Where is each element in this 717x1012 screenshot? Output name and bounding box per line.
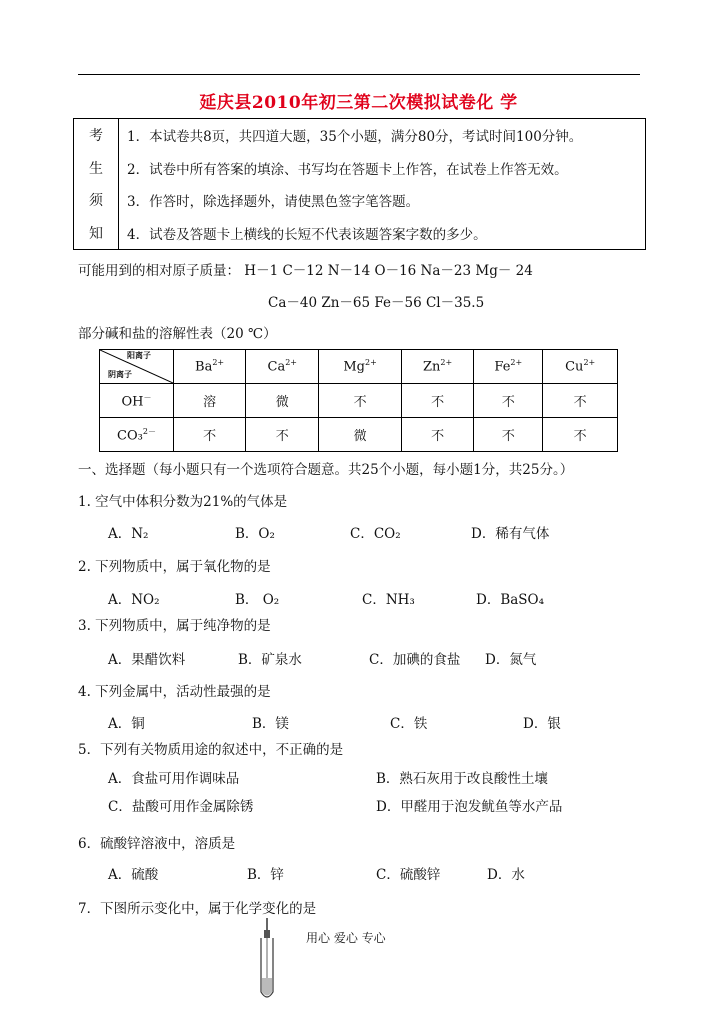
table-cell: 不 bbox=[246, 418, 319, 452]
top-rule bbox=[78, 74, 640, 75]
table-cell: 微 bbox=[246, 384, 319, 418]
test-tube-icon bbox=[255, 918, 279, 1002]
table-header-row bbox=[100, 350, 618, 384]
answer-option: C．硫酸锌 bbox=[376, 867, 441, 883]
answer-option: B．O₂ bbox=[235, 526, 275, 542]
notice-head-char: 生 bbox=[89, 160, 103, 177]
table-cell: 不 bbox=[319, 384, 402, 418]
atomic-mass-line-1: 可能用到的相对原子质量： H－1 C－12 N－14 O－16 Na－23 Mg－ 24 bbox=[78, 263, 533, 279]
atomic-mass-line-2: Ca－40 Zn－65 Fe－56 Cl－35.5 bbox=[268, 295, 485, 311]
notice-item: 3．作答时，除选择题外，请使黑色签字笔答题。 bbox=[127, 194, 420, 211]
answer-option: B．熟石灰用于改良酸性土壤 bbox=[376, 771, 548, 787]
question-stem: 1. 空气中体积分数为21%的气体是 bbox=[78, 494, 288, 510]
table-cell: 溶 bbox=[174, 384, 246, 418]
notice-head-char: 须 bbox=[89, 193, 103, 210]
answer-option: B．锌 bbox=[247, 867, 284, 883]
question-stem: 5．下列有关物质用途的叙述中，不正确的是 bbox=[78, 742, 344, 758]
corner-cation-label: 阳离子 bbox=[127, 350, 151, 360]
table-cell: 不 bbox=[174, 418, 246, 452]
candidate-notice-box bbox=[73, 118, 646, 250]
notice-head-char: 知 bbox=[89, 225, 103, 242]
table-cell: 不 bbox=[543, 384, 618, 418]
cation-header: $Cu^{2+}$ bbox=[543, 350, 618, 384]
answer-option: D．水 bbox=[487, 867, 525, 883]
answer-option: C．CO₂ bbox=[350, 526, 401, 542]
notice-head-char: 考 bbox=[89, 128, 103, 145]
table-corner-cell bbox=[100, 350, 174, 384]
answer-option: D．氮气 bbox=[485, 652, 537, 668]
table-cell: 微 bbox=[319, 418, 402, 452]
cation-header: $Ba^{2+}$ bbox=[174, 350, 246, 384]
answer-option: B．镁 bbox=[252, 716, 289, 732]
solubility-table bbox=[99, 349, 618, 452]
table-cell: 不 bbox=[401, 418, 473, 452]
answer-option: D．稀有气体 bbox=[471, 526, 550, 542]
notice-item: 4．试卷及答题卡上横线的长短不代表该题答案字数的多少。 bbox=[127, 226, 487, 243]
answer-option: C．铁 bbox=[390, 716, 428, 732]
answer-option: C．盐酸可用作金属除锈 bbox=[108, 799, 254, 815]
cation-header: $Zn^{2+}$ bbox=[401, 350, 473, 384]
answer-option: A．食盐可用作调味品 bbox=[108, 771, 240, 787]
notice-heading bbox=[74, 119, 119, 249]
answer-option: A．铜 bbox=[108, 716, 145, 732]
table-row bbox=[100, 384, 618, 418]
cation-header: $Ca^{2+}$ bbox=[246, 350, 319, 384]
notice-items bbox=[119, 119, 645, 249]
table-cell: 不 bbox=[401, 384, 473, 418]
page-footer: 用心 爱心 专心 bbox=[306, 931, 386, 945]
anion-header: OH－ bbox=[100, 384, 174, 418]
anion-header: CO₃$^{2-}$ bbox=[100, 418, 174, 452]
cation-header: $Fe^{2+}$ bbox=[474, 350, 543, 384]
question-stem: 4. 下列金属中，活动性最强的是 bbox=[78, 684, 271, 700]
question-stem: 6．硫酸锌溶液中，溶质是 bbox=[78, 836, 236, 852]
table-row bbox=[100, 418, 618, 452]
section-heading: 一、选择题（每小题只有一个选项符合题意。共25个小题，每小题1分，共25分。） bbox=[78, 462, 574, 478]
table-cell: 不 bbox=[543, 418, 618, 452]
answer-option: A．NO₂ bbox=[108, 592, 160, 608]
table-cell: 不 bbox=[474, 384, 543, 418]
question-stem: 3. 下列物质中，属于纯净物的是 bbox=[78, 618, 271, 634]
answer-option: B．矿泉水 bbox=[238, 652, 302, 668]
notice-item: 2．试卷中所有答案的填涂、书写均在答题卡上作答，在试卷上作答无效。 bbox=[127, 161, 568, 178]
exam-title: 延庆县2010年初三第二次模拟试卷化 学 bbox=[199, 93, 518, 113]
answer-option: C．NH₃ bbox=[362, 592, 415, 608]
question-stem: 2. 下列物质中，属于氧化物的是 bbox=[78, 559, 271, 575]
solubility-caption: 部分碱和盐的溶解性表（20 ℃） bbox=[78, 326, 277, 342]
corner-anion-label: 阴离子 bbox=[108, 369, 132, 379]
answer-option: D．BaSO₄ bbox=[476, 592, 545, 608]
notice-item: 1．本试卷共8页，共四道大题，35个小题，满分80分，考试时间100分钟。 bbox=[127, 129, 583, 146]
answer-option: C．加碘的食盐 bbox=[369, 652, 461, 668]
answer-option: D．银 bbox=[523, 716, 561, 732]
table-cell: 不 bbox=[474, 418, 543, 452]
answer-option: D．甲醛用于泡发鱿鱼等水产品 bbox=[376, 799, 563, 815]
cation-header: $Mg^{2+}$ bbox=[319, 350, 402, 384]
answer-option: A．硫酸 bbox=[108, 867, 159, 883]
answer-option: A．果醋饮料 bbox=[108, 652, 186, 668]
question-stem: 7．下图所示变化中，属于化学变化的是 bbox=[78, 901, 317, 917]
answer-option: A．N₂ bbox=[108, 526, 149, 542]
answer-option: B． O₂ bbox=[235, 592, 280, 608]
